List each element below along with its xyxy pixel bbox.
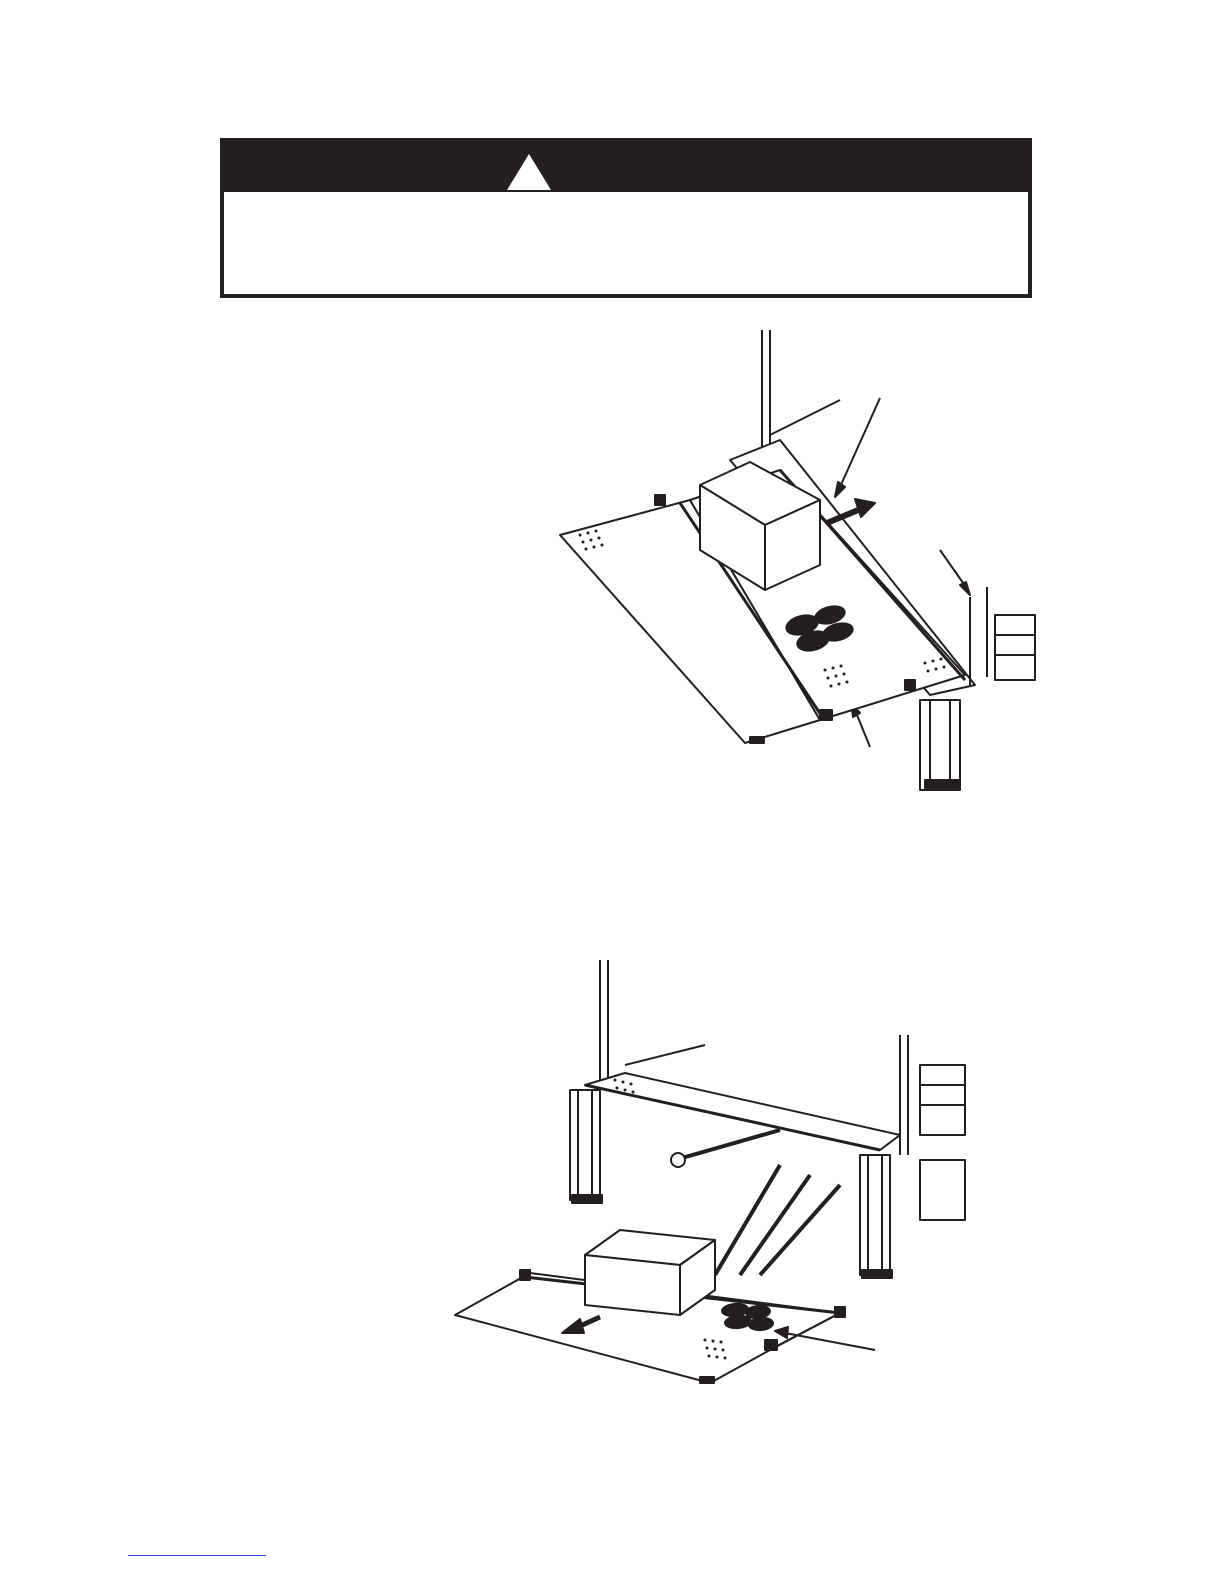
warning-triangle-icon	[505, 152, 553, 192]
footer-link-underline	[128, 1555, 266, 1556]
liftgate-platform-unfolded-figure	[555, 325, 1050, 800]
warning-box	[220, 138, 1032, 298]
liftgate-platform-lowered-figure	[450, 955, 990, 1385]
warning-header-bar	[224, 142, 1028, 192]
warning-message	[224, 192, 1028, 294]
